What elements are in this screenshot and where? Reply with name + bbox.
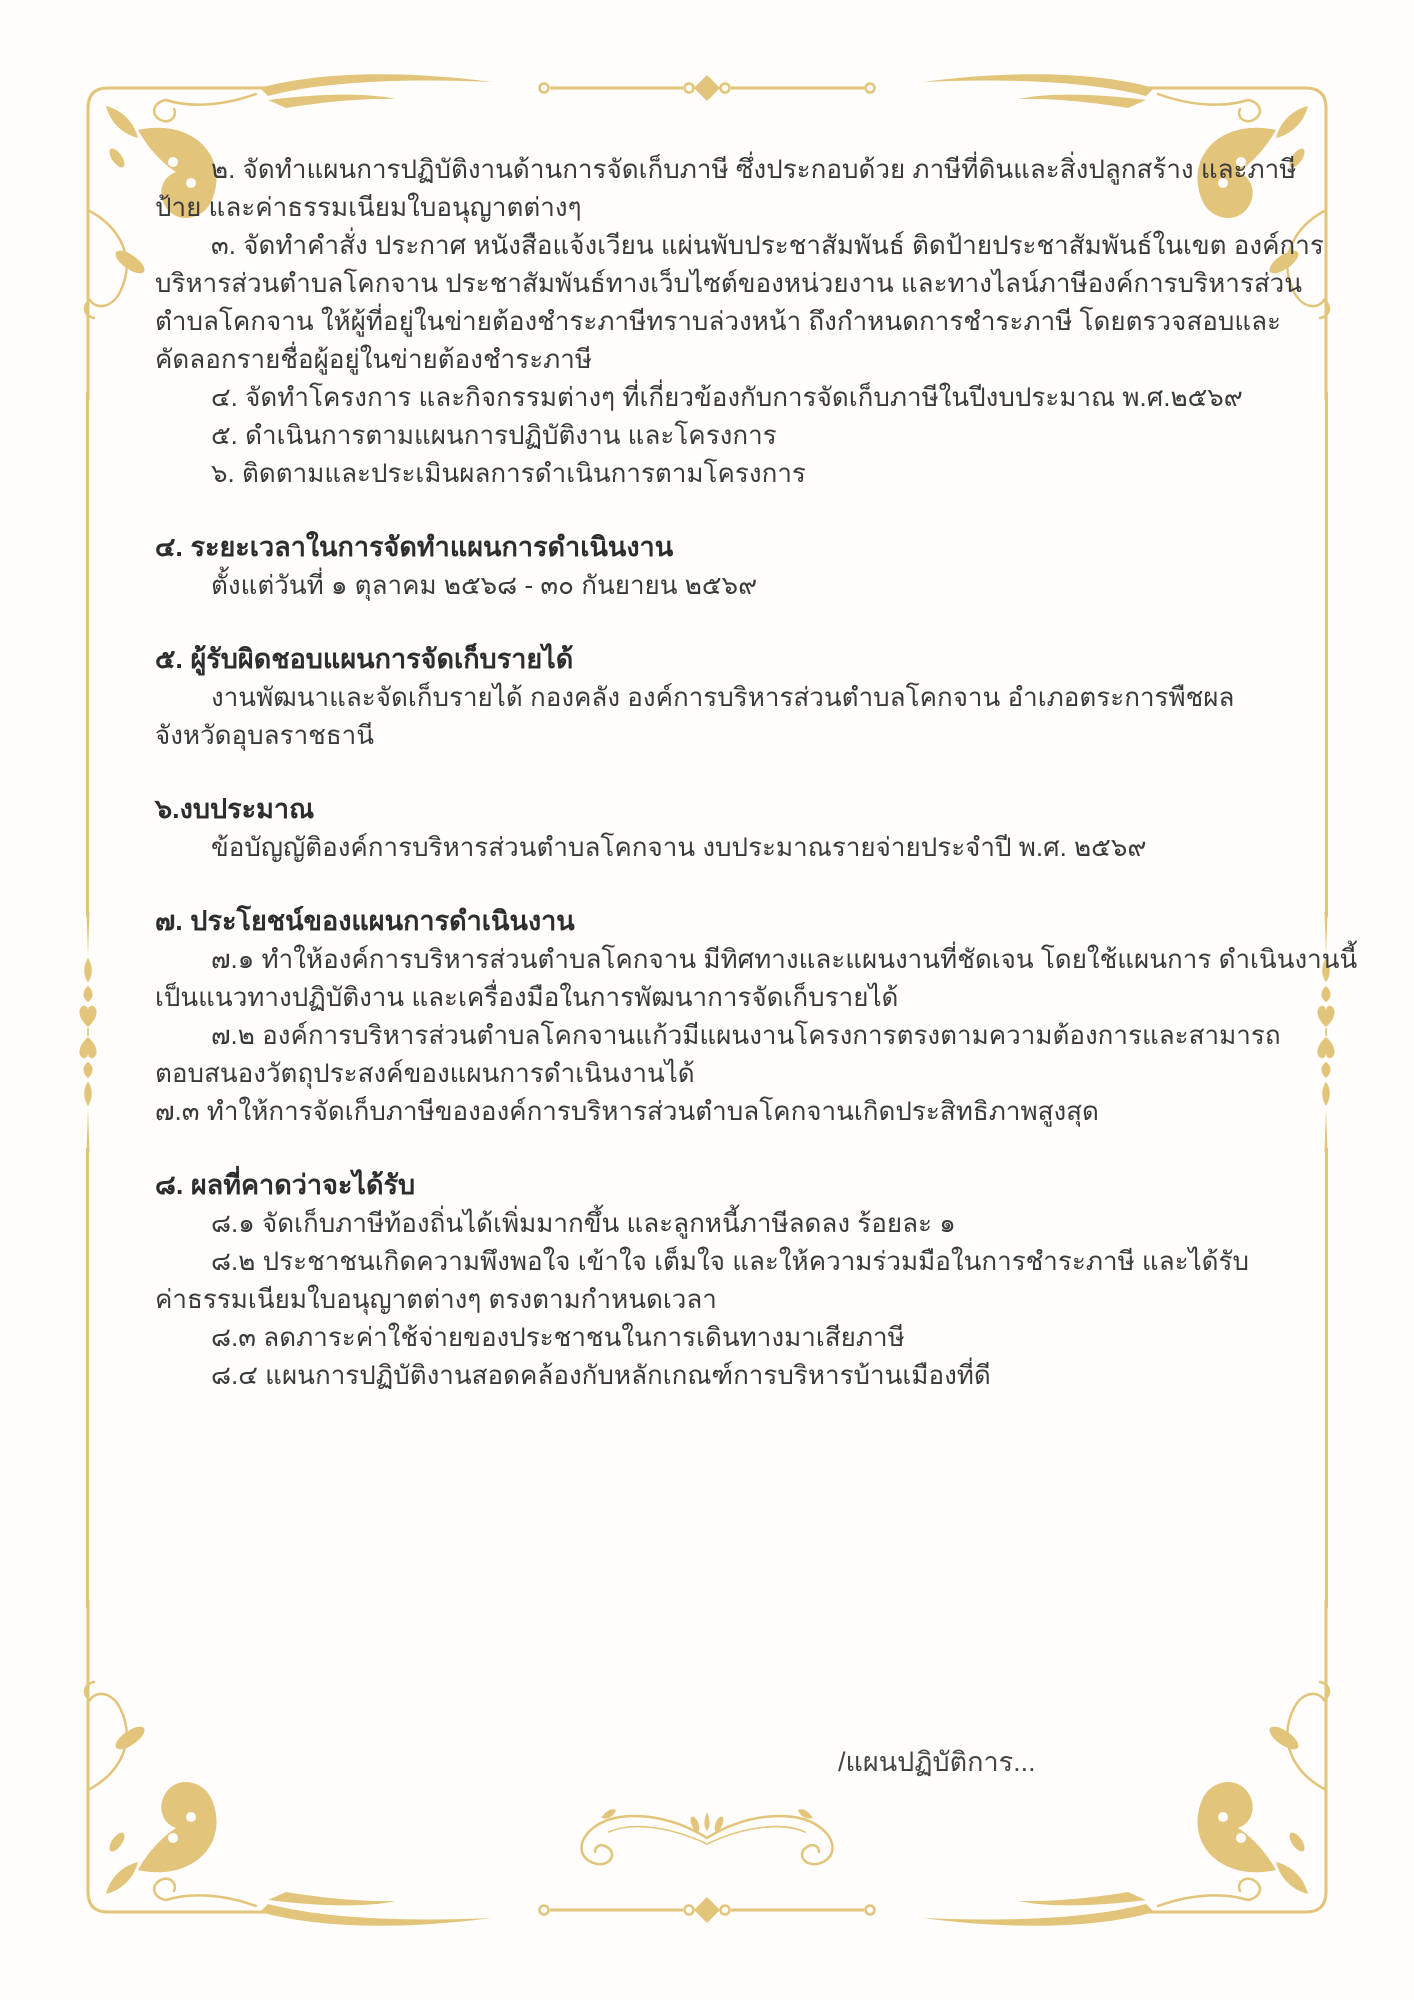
section-heading: ๘. ผลที่คาดว่าจะได้รับ [155,1170,416,1200]
diamond-divider-icon [537,1896,877,1924]
section-heading: ๖.งบประมาณ [155,794,315,824]
paragraph-line: ๖. ติดตามและประเมินผลการดำเนินการตามโครงการ [211,458,806,488]
paragraph-line: ๒. จัดทำแผนการปฏิบัติงานด้านการจัดเก็บภาษี ซึ่งประกอบด้วย ภาษีที่ดินและสิ่งปลูกสร้าง และภาษี [211,154,1297,184]
section-body-line: งานพัฒนาและจัดเก็บรายได้ กองคลัง องค์การบริหารส่วนตำบลโคกจาน อำเภอตระการพืชผล [211,682,1235,712]
section-heading: ๔. ระยะเวลาในการจัดทำแผนการดำเนินงาน [155,532,674,562]
border-line [86,1148,89,1608]
section-body-line: ๘.๓ ลดภาระค่าใช้จ่ายของประชาชนในการเดินทางมาเสียภาษี [211,1322,905,1352]
scroll-flourish-icon [557,1796,857,1876]
paragraph-line: ๓. จัดทำคำสั่ง ประกาศ หนังสือแจ้งเวียน แผ่นพับประชาสัมพันธ์ ติดป้ายประชาสัมพันธ์ในเขต องค์การ [211,230,1324,260]
border-line [1325,1148,1328,1608]
paragraph-line: ๔. จัดทำโครงการ และกิจกรรมต่างๆ ที่เกี่ยวข้องกับการจัดเก็บภาษีในปีงบประมาณ พ.ศ.๒๕๖๙ [211,382,1243,412]
section-heading: ๗. ประโยชน์ของแผนการดำเนินงาน [155,906,575,936]
diamond-divider-icon [537,74,877,102]
paragraph-line: คัดลอกรายชื่อผู้อยู่ในข่ายต้องชำระภาษี [155,344,593,374]
section-heading: ๕. ผู้รับผิดชอบแผนการจัดเก็บรายได้ [155,644,574,674]
section-body-line: จังหวัดอุบลราชธานี [155,720,375,750]
border-line [86,392,89,917]
section-body-line: ค่าธรรมเนียมใบอนุญาตต่างๆ ตรงตามกำหนดเวลา [155,1284,717,1314]
border-line [1325,392,1328,917]
document-body [155,150,1358,1394]
section-body-line: ๘.๒ ประชาชนเกิดความพึงพอใจ เข้าใจ เต็มใจ และให้ความร่วมมือในการชำระภาษี และได้รับ [211,1246,1250,1276]
paragraph-line: บริหารส่วนตำบลโคกจาน ประชาสัมพันธ์ทางเว็บไซต์ของหน่วยงาน และทางไลน์ภาษีองค์การบริหารส่วน [155,268,1303,298]
section-body-line: ตั้งแต่วันที่ ๑ ตุลาคม ๒๕๖๘ - ๓๐ กันยายน ๒๕๖๙ [211,570,758,600]
section-body-line: ๘.๑ จัดเก็บภาษีท้องถิ่นได้เพิ่มมากขึ้น และลูกหนี้ภาษีลดลง ร้อยละ ๑ [211,1208,956,1238]
section-body-line: ๗.๒ องค์การบริหารส่วนตำบลโคกจานแก้วมีแผนงานโครงการตรงตามความต้องการและสามารถ [211,1020,1281,1050]
paragraph-line: ป้าย และค่าธรรมเนียมใบอนุญาตต่างๆ [155,192,582,222]
section-body-line: ตอบสนองวัตถุประสงค์ของแผนการดำเนินงานได้ [155,1058,695,1088]
section-body-line: ๗.๓ ทำให้การจัดเก็บภาษีขององค์การบริหารส่วนตำบลโคกจานเกิดประสิทธิภาพสูงสุด [155,1096,1099,1126]
paragraph-line: ๕. ดำเนินการตามแผนการปฏิบัติงาน และโครงการ [211,420,777,450]
section-body-line: ๘.๔ แผนการปฏิบัติงานสอดคล้องกับหลักเกณฑ์การบริหารบ้านเมืองที่ดี [211,1360,991,1390]
edge-ornament-icon [75,912,101,1152]
section-body-line: ๗.๑ ทำให้องค์การบริหารส่วนตำบลโคกจาน มีทิศทางและแผนงานที่ชัดเจน โดยใช้แผนการ ดำเนินงานนี้ [211,944,1358,974]
paragraph-line: ตำบลโคกจาน ให้ผู้ที่อยู่ในข่ายต้องชำระภาษีทราบล่วงหน้า ถึงกำหนดการชำระภาษี โดยตรวจสอบและ [155,306,1281,336]
section-body-line: ข้อบัญญัติองค์การบริหารส่วนตำบลโคกจาน งบประมาณรายจ่ายประจำปี พ.ศ. ๒๕๖๙ [211,832,1147,862]
corner-flourish-icon [60,1600,500,1940]
footer-note: /แผนปฏิบัติการ... [838,1747,1036,1777]
section-body-line: เป็นแนวทางปฏิบัติงาน และเครื่องมือในการพัฒนาการจัดเก็บรายได้ [155,982,899,1012]
